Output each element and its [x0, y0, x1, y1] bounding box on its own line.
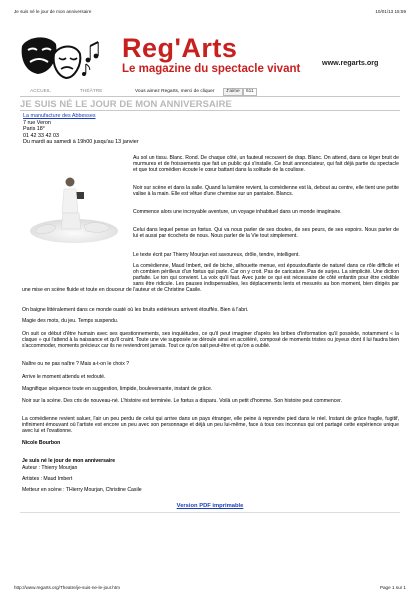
paragraph-11: Arrive le moment attendu et redouté. [22, 374, 106, 380]
paragraph-1: Au sol un tissu. Blanc. Rond. De chaque côté, un fauteuil recouvert de drap. Blanc. On attend, dans ce léger bruit de murmures et de froissements que fait un public qui s'installe. Ce bruit annonciateur, qui fait déjà partie du spectacle et que tout comédien écoute le cœur battant dans la solitude de la coulisse. [133, 155, 399, 174]
pdf-version [0, 503, 420, 509]
performance-photo [26, 155, 121, 248]
paragraph-12: Magnifique séquence toute en suggestion, limpide, bouleversante, instant de grâce. [22, 386, 213, 392]
paragraph-6-text: La comédienne, Maud Imbert, œil de biche, silhouette menue, est époustouflante de naturel dans ce rôle difficile et oh combien périlleux d'un fœtus qui parle. Car on y croit. Pas de caricature. Pas de surjeu. La simplicité. Une diction parfaite. Le ton qui convient. La voix qu'il faut. Avec juste ce qui est nécessaire de côté enfantin pour être crédible sans être ridicule. Les pauses indispensables, les déplacements lents et mesurés au bon moment, bien dirigés par une mise en scène fluide et toute en douceur de l'auteur et de Christine Casile. [22, 263, 399, 294]
brand-url[interactable]: www.regarts.org [322, 58, 379, 67]
credits-title: Je suis né le jour de mon anniversaire [22, 458, 116, 464]
nav-bar [20, 87, 400, 97]
paragraph-6 [22, 263, 399, 293]
paragraph-8: Magie des mots, du jeu. Temps suspendu. [22, 318, 119, 324]
venue-dates: Du mardi au samedi à 19h00 jusqu'au 13 janvier [23, 139, 139, 146]
paragraph-10: Naître ou ne pas naître ? Mais a-t-on le choix ? [22, 361, 130, 367]
credits-director: Metteur en scène : THierry Mourjan, Christine Casile [22, 487, 142, 493]
venue-city: Paris 18° [23, 126, 45, 133]
venue-info [23, 113, 139, 146]
nav-accueil[interactable]: ACCUEIL [30, 89, 51, 94]
venue-phone: 01 42 33 42 03 [23, 132, 59, 139]
footer-divider [20, 512, 400, 513]
print-footer-url: http://www.regarts.org/Theatre/je-suis-ne-le-jour.htm [14, 585, 120, 590]
paragraph-14: La comédienne revient saluer, l'air un peu perdu de celui qui arrive dans un pays étranger, elle peine à reprendre pied dans le réel. Instant de grâce fragile, fugitif, infiniment émouvant où l'artiste est encore un peu avec son personnage et déjà un peu lui-même, face à tous ces inconnus qui ont partagé cette expérience unique avec lui et l'ovationne. [22, 416, 399, 435]
title-divider [20, 110, 400, 111]
paragraph-13: Noir sur la scène. Des cris de nouveau-né. L'histoire est terminée. Le fœtus a disparu. Voilà un petit d'homme. Son histoire peut commencer. [22, 398, 342, 404]
page-title: JE SUIS NÉ LE JOUR DE MON ANNIVERSAIRE [20, 98, 232, 109]
venue-street: 7 rue Veron [23, 119, 51, 126]
venue-link[interactable]: La manufacture des Abbesses [23, 113, 96, 119]
credits-artists: Artistes : Maud Imbert [22, 476, 73, 482]
author-signature: Nicole Bourbon [22, 440, 61, 446]
brand-header [122, 34, 407, 75]
brand-title: Reg'Arts [122, 33, 238, 63]
paragraph-4: Celui dans lequel pense un fœtus. Qui va nous parler de ses doutes, de ses peurs, de ses espoirs. Nous parler de lui et aussi par ricochets de nous. Nous parler de la Vie tout simplement. [133, 227, 399, 240]
theatre-masks-logo [14, 34, 106, 82]
brand-subtitle: Le magazine du spectacle vivant [122, 63, 301, 75]
print-footer-page: Page 1 sur 1 [379, 585, 406, 590]
nav-theatre[interactable]: THÉÂTRE [80, 89, 103, 94]
print-header-date: 10/01/13 15:59 [375, 9, 406, 14]
like-count: 611 [243, 88, 257, 96]
paragraph-3: Commence alors une incroyable aventure, un voyage inhabituel dans un monde imaginaire. [133, 209, 342, 215]
paragraph-2: Noir sur scène et dans la salle. Quand la lumière revient, la comédienne est là, debout au centre, elle tient une petite valise à la main. Elle est vêtue d'une chemise sur un pantalon. Blancs. [133, 185, 399, 198]
paragraph-5: Le texte écrit par Thierry Mourjan est savoureux, drôle, tendre, intelligent. [133, 252, 300, 258]
pdf-version-link[interactable]: Version PDF imprimable [176, 503, 244, 509]
credits-author: Auteur : Thierry Mourjan [22, 465, 78, 471]
paragraph-7: On baigne littéralement dans ce monde ouaté où les bruits extérieurs arrivent étouffés. Bien à l'abri. [22, 307, 249, 313]
nav-thanks-text: Vous aimez Regarts, merci de cliquer [135, 89, 215, 94]
print-header-title: Je suis né le jour de mon anniversaire [14, 9, 92, 14]
like-button[interactable]: J'aime [223, 88, 243, 96]
paragraph-9: On suit ce début d'être humain avec ses questionnements, ses inquiétudes, ce qu'il peut imaginer d'après les bribes d'information qu'il possède, notamment « la claque » qui l'attend à la naissance et qu'il craint. Toute une vie supposée se déroule ainsi en accéléré, composé de moments tristes ou joyeux dont il lui faudra bien s'accommoder, moments précieux car ils ne reviendront jamais. Tout ce qu'on sait peut-être et qu'on a oublié. [22, 331, 399, 350]
